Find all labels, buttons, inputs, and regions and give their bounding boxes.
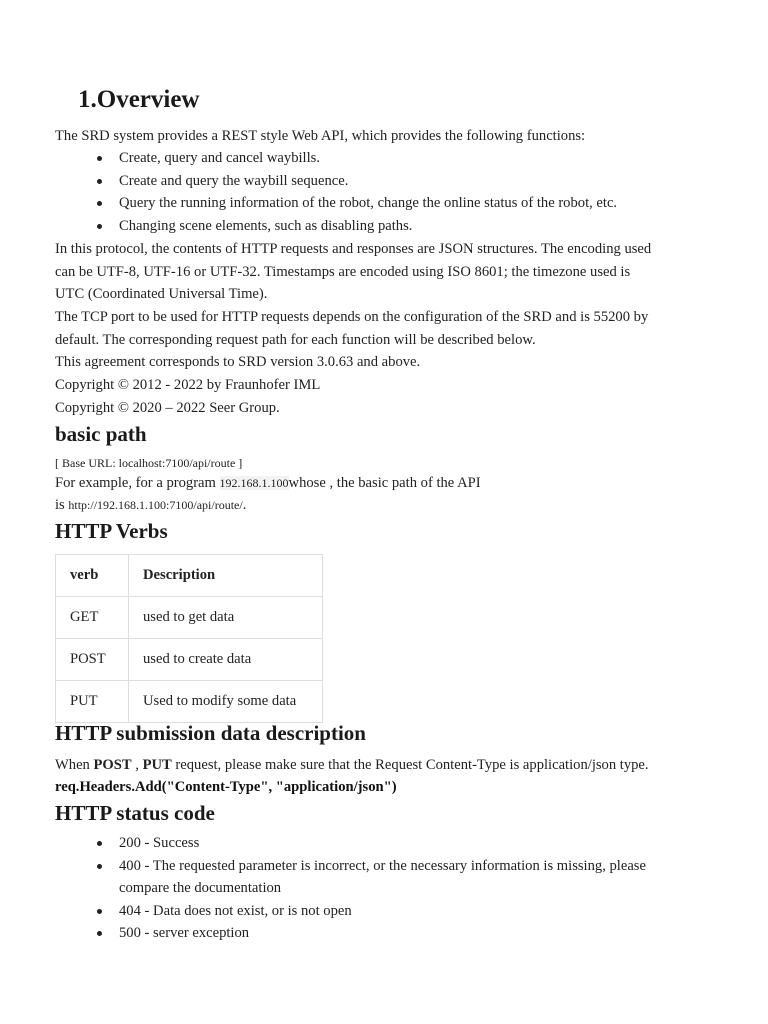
table-row [56,639,323,681]
submission-text: When POST , PUT request, please make sure that the Request Content-Type is application/json type. [55,757,649,773]
description-cell: used to create data [129,639,323,681]
functions-list [119,147,617,237]
list-item: 404 - Data does not exist, or is not open [119,900,646,923]
list-item: Changing scene elements, such as disabling paths. [119,215,617,238]
verb-cell: GET [56,597,129,639]
bullet-icon [97,931,102,936]
copyright-block: Copyright © 2012 - 2022 by Fraunhofer IML Copyright © 2020 – 2022 Seer Group. [55,377,321,416]
table-header-row [56,555,323,597]
description-cell: Used to modify some data [129,681,323,723]
bullet-icon [97,864,102,869]
list-item: 400 - The requested parameter is incorrect, or the necessary information is missing, please compare the documentation [119,855,646,900]
bullet-icon [97,909,102,914]
list-item: 200 - Success [119,832,646,855]
example-line: For example, for a program 192.168.1.100whose , the basic path of the API [55,475,481,491]
status-heading: HTTP status code [55,801,215,825]
code-line: req.Headers.Add("Content-Type", "application/json") [55,779,397,795]
base-url-text: [ Base URL: localhost:7100/api/route ] [55,456,243,470]
list-item: 500 - server exception [119,922,646,945]
submission-heading: HTTP submission data description [55,721,366,745]
page-title [78,86,199,114]
verb-cell: POST [56,639,129,681]
bullet-icon [97,156,102,161]
basic-path-heading: basic path [55,422,147,446]
api-url: http://192.168.1.100:7100/api/route/ [68,498,243,512]
column-header: verb [56,555,129,597]
list-item: Create, query and cancel waybills. [119,147,617,170]
table-row [56,597,323,639]
port-paragraph: The TCP port to be used for HTTP requests depends on the configuration of the SRD and is 55200 by default. The corresponding request path for each function will be described below. [55,309,649,348]
description-cell: used to get data [129,597,323,639]
status-list [119,832,646,945]
intro-text: The SRD system provides a REST style Web API, which provides the following functions: [55,128,586,144]
http-verbs-heading: HTTP Verbs [55,519,168,543]
bullet-icon [97,201,102,206]
list-item: Query the running information of the robot, change the online status of the robot, etc. [119,192,617,215]
list-item: Create and query the waybill sequence. [119,170,617,193]
bullet-icon [97,179,102,184]
http-verbs-table [55,554,323,723]
title-text: Overview [96,86,200,113]
bullet-icon [97,224,102,229]
example-ip: 192.168.1.100 [219,476,289,490]
api-url-line: is http://192.168.1.100:7100/api/route/. [55,497,247,513]
bullet-icon [97,841,102,846]
verb-cell: PUT [56,681,129,723]
protocol-paragraph: In this protocol, the contents of HTTP requests and responses are JSON structures. The encoding used can be UTF-8, UTF-16 or UTF-32. Timestamps are encoded using ISO 8601; the timezone used is UTC (Coordinated Universal Time). [55,241,652,303]
title-number: 1. [78,86,97,113]
agreement-text: This agreement corresponds to SRD version 3.0.63 and above. [55,354,421,370]
column-header: Description [129,555,323,597]
table-row [56,681,323,723]
